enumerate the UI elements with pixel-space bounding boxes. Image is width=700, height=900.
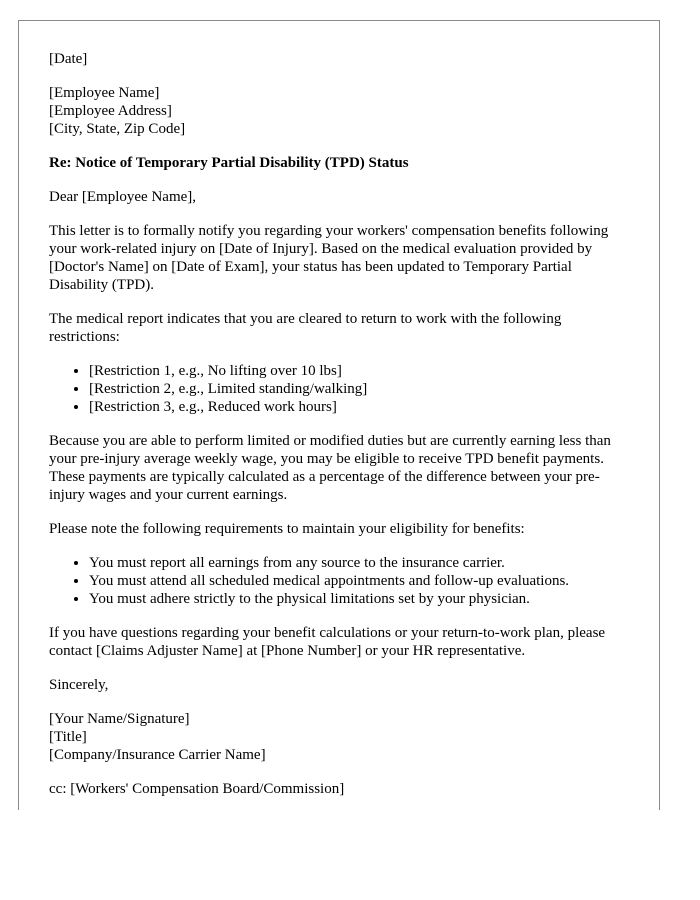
paragraph-eligibility: Because you are able to perform limited or modified duties but are currently earning less than your pre-injury average weekly wage, you may be eligible to receive TPD benefit payments. These payments are typically calculated as a percentage of the difference between your pre-injury wages and your current earnings.: [49, 433, 611, 503]
requirement-item: • You must adhere strictly to the physical limitations set by your physician.: [89, 590, 634, 608]
recipient-block: [49, 84, 634, 138]
paragraph-requirements-intro: Please note the following requirements to maintain your eligibility for benefits:: [49, 521, 525, 537]
letter-date: [Date]: [49, 51, 88, 67]
paragraph-notification: This letter is to formally notify you regarding your workers' compensation benefits following your work-related injury on [Date of Injury]. Based on the medical evaluation provided by [Doctor's Name] on [Date of Exam], your status has been updated to Temporary Partial Disability (TPD).: [49, 223, 609, 293]
letter-body: [49, 50, 634, 798]
signature-company: [Company/Insurance Carrier Name]: [49, 747, 266, 763]
signature-block: [49, 710, 634, 764]
restrictions-list: [49, 362, 634, 416]
paragraph-restrictions-intro: The medical report indicates that you are cleared to return to work with the following restrictions:: [49, 311, 562, 345]
recipient-city-state-zip: [City, State, Zip Code]: [49, 121, 186, 137]
restriction-item: • [Restriction 1, e.g., No lifting over 10 lbs]: [89, 362, 634, 380]
requirement-item: • You must report all earnings from any source to the insurance carrier.: [89, 554, 634, 572]
salutation: Dear [Employee Name],: [49, 189, 197, 205]
recipient-name: [Employee Name]: [49, 85, 160, 101]
signature-name: [Your Name/Signature]: [49, 711, 190, 727]
cc-line: cc: [Workers' Compensation Board/Commission]: [49, 781, 345, 797]
requirements-list: [49, 554, 634, 608]
letter-page: [18, 20, 660, 810]
restriction-item: • [Restriction 3, e.g., Reduced work hours]: [89, 398, 634, 416]
letter-subject: Re: Notice of Temporary Partial Disability (TPD) Status: [49, 155, 409, 171]
closing: Sincerely,: [49, 677, 109, 693]
signature-title: [Title]: [49, 729, 87, 745]
paragraph-contact: If you have questions regarding your benefit calculations or your return-to-work plan, please contact [Claims Adjuster Name] at [Phone Number] or your HR representative.: [49, 625, 606, 659]
restriction-item: • [Restriction 2, e.g., Limited standing/walking]: [89, 380, 634, 398]
recipient-address: [Employee Address]: [49, 103, 172, 119]
requirement-item: • You must attend all scheduled medical appointments and follow-up evaluations.: [89, 572, 634, 590]
